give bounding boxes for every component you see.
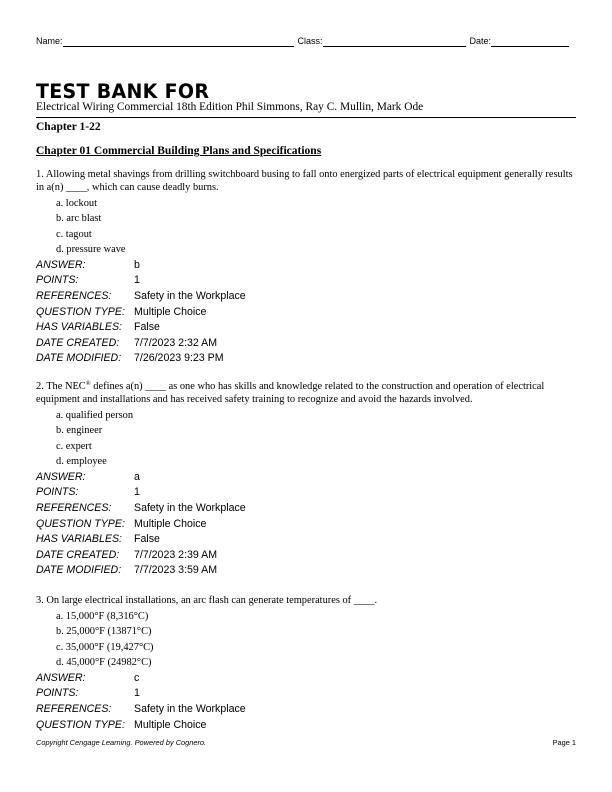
answer-value: a [134, 470, 140, 483]
option-b: b. arc blast [56, 213, 102, 225]
date-created-label: DATE CREATED: [36, 548, 120, 561]
option-a: a. lockout [56, 197, 97, 209]
date-created-row [36, 548, 580, 564]
date-created-label: DATE CREATED: [36, 336, 120, 349]
question-2 [36, 380, 580, 579]
points-row [36, 686, 580, 702]
has-variables-value: False [134, 321, 160, 334]
references-label: REFERENCES: [36, 502, 112, 515]
points-value: 1 [134, 486, 140, 499]
date-modified-value: 7/7/2023 3:59 AM [134, 564, 218, 577]
name-label: Name: [36, 36, 63, 46]
option-d: d. employee [56, 456, 107, 468]
option-b: b. 25,000°F (13871°C) [56, 626, 152, 638]
question-3 [36, 594, 580, 733]
question-metadata [36, 258, 580, 367]
date-modified-row [36, 351, 580, 367]
references-row [36, 702, 580, 718]
question-type-label: QUESTION TYPE: [36, 305, 125, 318]
points-value: 1 [134, 687, 140, 700]
question-text-rest: defines a(n) ____ as one who has skills and knowledge related to the construction and operation of electrical equipment and installations and has received safety training to recognize and avoid the hazards involved. [36, 381, 545, 405]
student-info-line [36, 36, 576, 47]
question-text: 3. On large electrical installations, an arc flash can generate temperatures of ____. [36, 595, 378, 606]
question-type-value: Multiple Choice [134, 305, 207, 318]
date-modified-label: DATE MODIFIED: [36, 352, 122, 365]
answer-options [36, 196, 580, 258]
answer-row [36, 258, 580, 274]
question-metadata [36, 470, 580, 579]
question-text-start: 2. The NEC [36, 381, 86, 392]
name-field[interactable] [63, 37, 294, 47]
points-label: POINTS: [36, 486, 79, 499]
points-label: POINTS: [36, 274, 79, 287]
references-label: REFERENCES: [36, 703, 112, 716]
option-c: c. tagout [56, 228, 92, 240]
answer-label: ANSWER: [36, 671, 86, 684]
answer-value: b [134, 258, 140, 271]
date-modified-value: 7/26/2023 9:23 PM [134, 352, 224, 365]
points-row [36, 485, 580, 501]
class-field[interactable] [323, 37, 466, 47]
question-type-value: Multiple Choice [134, 718, 207, 731]
book-subtitle: Electrical Wiring Commercial 18th Edition Phil Simmons, Ray C. Mullin, Mark Ode [36, 101, 576, 118]
answer-row [36, 470, 580, 486]
question-1 [36, 168, 580, 367]
references-value: Safety in the Workplace [134, 290, 246, 303]
has-variables-label: HAS VARIABLES: [36, 321, 122, 334]
option-c: c. 35,000°F (19,427°C) [56, 641, 154, 653]
question-type-value: Multiple Choice [134, 517, 207, 530]
option-d: d. 45,000°F (24982°C) [56, 657, 152, 669]
chapter-heading: Chapter 01 Commercial Building Plans and Specifications [36, 145, 322, 157]
question-type-row [36, 718, 580, 734]
option-b: b. engineer [56, 425, 103, 437]
answer-options [36, 408, 580, 470]
answer-row [36, 671, 580, 687]
question-type-row [36, 517, 580, 533]
question-text [36, 380, 580, 406]
page-footer [36, 738, 576, 747]
date-created-value: 7/7/2023 2:39 AM [134, 548, 218, 561]
references-label: REFERENCES: [36, 290, 112, 303]
points-row [36, 273, 580, 289]
chapter-range: Chapter 1-22 [36, 121, 101, 133]
answer-label: ANSWER: [36, 470, 86, 483]
answer-value: c [134, 671, 140, 684]
date-modified-row [36, 563, 580, 579]
date-created-row [36, 336, 580, 352]
option-a: a. 15,000°F (8,316°C) [56, 610, 149, 622]
references-row [36, 501, 580, 517]
document-title: TEST BANK FOR [36, 80, 210, 104]
answer-options [36, 609, 580, 671]
has-variables-row [36, 320, 580, 336]
has-variables-value: False [134, 533, 160, 546]
answer-label: ANSWER: [36, 258, 86, 271]
option-c: c. expert [56, 440, 92, 452]
class-label: Class: [297, 36, 323, 46]
references-value: Safety in the Workplace [134, 502, 246, 515]
question-metadata [36, 671, 580, 733]
question-text: 1. Allowing metal shavings from drilling switchboard busing to fall onto energized parts of electrical equipment generally results in a(n) ____, which can cause deadly burns. [36, 169, 573, 193]
question-type-label: QUESTION TYPE: [36, 517, 125, 530]
copyright-notice: Copyright Cengage Learning. Powered by Cognero. [36, 738, 207, 747]
has-variables-label: HAS VARIABLES: [36, 533, 122, 546]
date-created-value: 7/7/2023 2:32 AM [134, 336, 218, 349]
option-d: d. pressure wave [56, 244, 126, 256]
points-value: 1 [134, 274, 140, 287]
page-number: Page 1 [552, 738, 576, 747]
date-field[interactable] [491, 37, 569, 47]
has-variables-row [36, 532, 580, 548]
option-a: a. qualified person [56, 409, 134, 421]
points-label: POINTS: [36, 687, 79, 700]
registered-mark: ® [85, 380, 91, 387]
question-type-row [36, 305, 580, 321]
date-label: Date: [469, 36, 492, 46]
references-value: Safety in the Workplace [134, 703, 246, 716]
date-modified-label: DATE MODIFIED: [36, 564, 122, 577]
references-row [36, 289, 580, 305]
question-type-label: QUESTION TYPE: [36, 718, 125, 731]
